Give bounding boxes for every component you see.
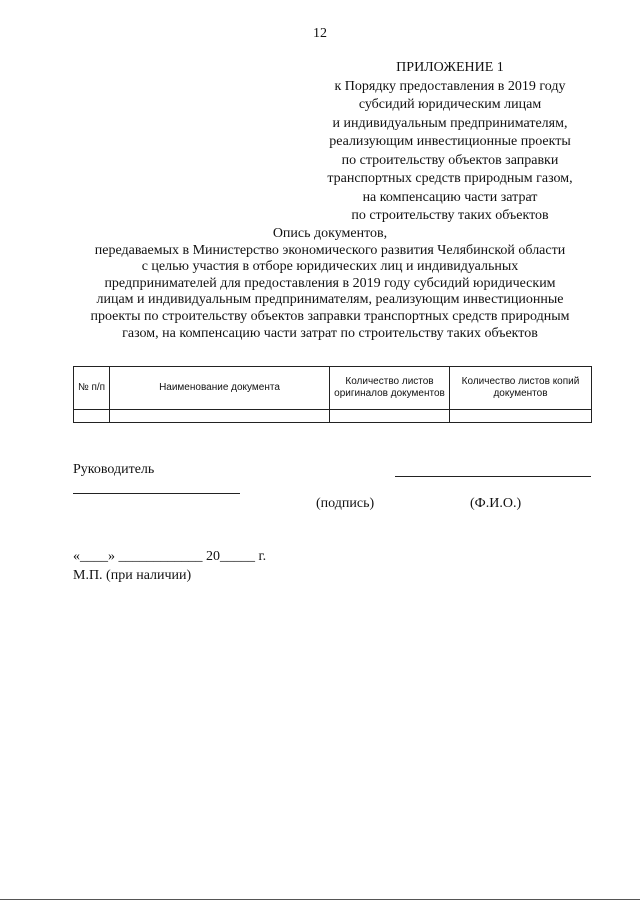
page-number: 12	[313, 26, 327, 41]
inventory-line: газом, на компенсацию части затрат по строительству таких объектов	[122, 325, 538, 341]
inventory-heading	[55, 226, 605, 342]
table-cell	[74, 410, 110, 423]
col-number-header: № п/п	[74, 367, 110, 410]
appendix-line: на компенсацию части затрат	[362, 189, 538, 205]
col-copy-sheets-header: Количество листов копий документов	[450, 367, 592, 410]
documents-table	[73, 366, 592, 423]
appendix-block	[300, 59, 600, 226]
appendix-title: ПРИЛОЖЕНИЕ 1	[396, 60, 504, 75]
appendix-line: субсидий юридическим лицам	[358, 97, 542, 112]
appendix-line: к Порядку предоставления в 2019 году	[334, 78, 566, 94]
position-line	[73, 493, 240, 494]
table-cell	[450, 410, 592, 423]
appendix-line: транспортных средств природным газом,	[327, 171, 573, 186]
inventory-line: лицам и индивидуальным предпринимателям, реализующим инвестиционные	[96, 292, 564, 308]
inventory-line: с целью участия в отборе юридических лиц и индивидуальных	[141, 259, 519, 275]
col-original-sheets-header: Количество листов оригиналов документов	[330, 367, 450, 410]
inventory-title: Опись документов,	[272, 226, 388, 241]
date-line: «____» ____________ 20_____ г.	[73, 549, 267, 564]
signature-caption: (подпись)	[316, 496, 375, 511]
col-document-name-header: Наименование документа	[110, 367, 330, 410]
table-header-row	[74, 367, 592, 410]
appendix-line: по строительству объектов заправки	[341, 152, 559, 168]
inventory-line: проекты по строительству объектов заправки транспортных средств природным	[90, 308, 570, 324]
inventory-line: предпринимателей для предоставления в 2019 году субсидий юридическим	[104, 275, 556, 291]
appendix-line: и индивидуальным предпринимателям,	[332, 115, 568, 131]
table-cell	[110, 410, 330, 423]
inventory-line: передаваемых в Министерство экономического развития Челябинской области	[94, 242, 566, 258]
table-row	[74, 410, 592, 423]
fio-line	[395, 476, 591, 477]
bottom-scan-edge	[0, 899, 640, 900]
appendix-line: по строительству таких объектов	[351, 208, 549, 223]
head-label: Руководитель	[73, 462, 155, 477]
appendix-line: реализующим инвестиционные проекты	[329, 134, 571, 149]
table-cell	[330, 410, 450, 423]
stamp-note: М.П. (при наличии)	[73, 568, 192, 583]
fio-caption: (Ф.И.О.)	[470, 496, 522, 511]
